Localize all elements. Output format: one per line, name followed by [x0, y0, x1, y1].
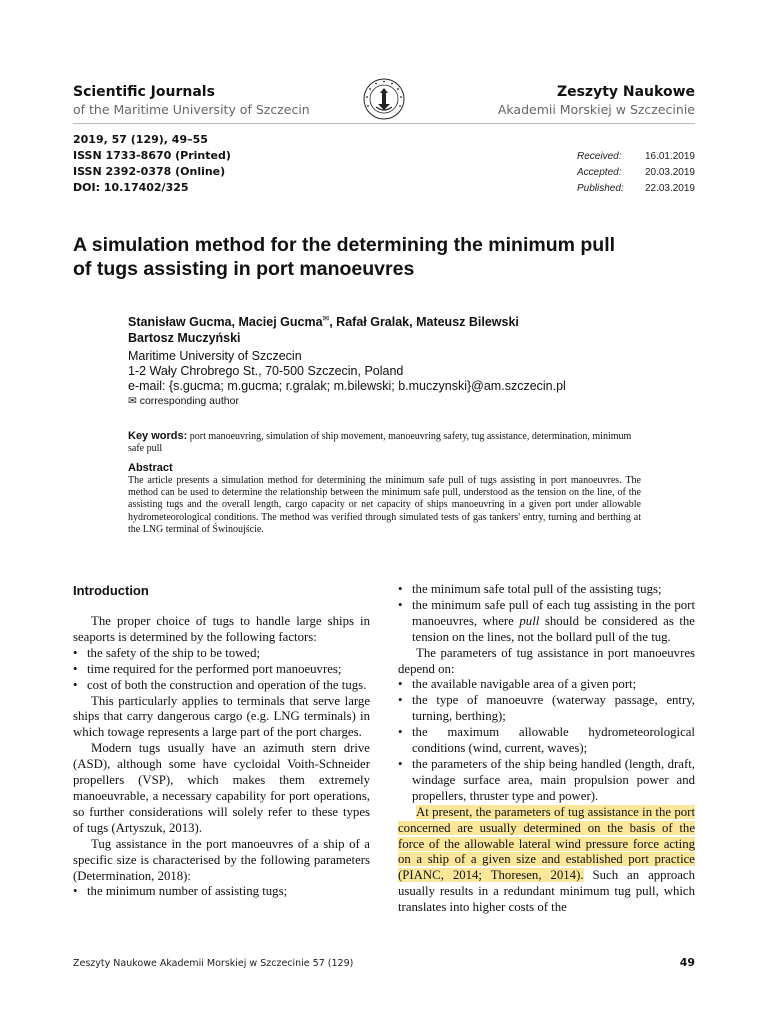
section-heading-introduction: Introduction	[73, 583, 149, 598]
keywords-text: port manoeuvring, simulation of ship movement, manoeuvring safety, tug assistance, determination, minimum safe pull	[128, 431, 632, 454]
issn-print: ISSN 1733-8670 (Printed)	[73, 149, 231, 162]
institution: Maritime University of Szczecin	[128, 349, 302, 363]
university-seal-icon	[362, 77, 406, 121]
affiliation	[128, 349, 648, 409]
list-item: • the minimum number of assisting tugs;	[73, 884, 370, 900]
dependency-list	[398, 677, 695, 804]
email-line[interactable]: e-mail: {s.gucma; m.gucma; r.gralak; m.bilewski; b.muczynski}@am.szczecin.pl	[128, 379, 566, 393]
parameters-list	[73, 884, 370, 900]
authors-line-2: Bartosz Muczyński	[128, 331, 241, 346]
list-item: • time required for the performed port manoeuvres;	[73, 662, 370, 678]
publication-info	[73, 132, 231, 196]
emphasis: pull	[519, 613, 540, 628]
list-text: should be considered as the tension on the lines, not the bollard pull of the tug.	[412, 613, 695, 644]
list-item: • the safety of the ship to be towed;	[73, 646, 370, 662]
list-item: • cost of both the construction and operation of the tugs.	[73, 678, 370, 694]
page-number: 49	[679, 956, 695, 969]
list-text: the minimum safe pull of each tug assisting in the port manoeuvres, where	[412, 597, 695, 628]
volume-info: 2019, 57 (129), 49–55	[73, 133, 208, 146]
article-title: A simulation method for the determining the minimum pull of tugs assisting in port manoeuvres	[73, 234, 616, 280]
abstract-heading: Abstract	[128, 462, 173, 474]
journal-subtitle-pl: Akademii Morskiej w Szczecinie	[497, 102, 695, 117]
date-label: Received:	[577, 151, 622, 162]
list-item	[398, 598, 695, 646]
paragraph: This particularly applies to terminals that serve large ships that carry dangerous cargo (e.g. LNG terminals) in which towage represents a large part of the port charges.	[73, 693, 370, 740]
journal-name-en	[73, 83, 310, 119]
list-item: • the type of manoeuvre (waterway passage, entry, turning, berthing);	[398, 693, 695, 725]
column-left	[73, 582, 370, 900]
highlighted-text[interactable]: At present, the parameters of tug assistance in the port concerned are usually determined on the basis of the force of the allowable lateral wind pressure force acting on a ship of a given size and established port practice (PIANC, 2014; Thoresen, 2014).	[398, 804, 695, 883]
doi[interactable]: DOI: 10.17402/325	[73, 181, 189, 194]
parameters-list-continued	[398, 582, 695, 646]
date-received	[577, 149, 695, 165]
paragraph-text: Such an approach usually results in a redundant minimum tug pull, which translates into higher costs of the	[398, 868, 695, 915]
list-item: • the maximum allowable hydrometeorological conditions (wind, current, waves);	[398, 725, 695, 757]
date-value: 22.03.2019	[644, 183, 695, 194]
paragraph: Modern tugs usually have an azimuth stern drive (ASD), although some have cycloidal Voith-Schneider propellers (VSP), which makes them extremely manoeuvrable, a necessary capability for port operations, so further considerations will solely refer to these types of tugs (Artyszuk, 2013).	[73, 741, 370, 835]
header-divider	[73, 123, 695, 124]
list-item: • the parameters of the ship being handled (length, draft, windage surface area, main propulsion power and propellers, thruster type and power).	[398, 757, 695, 805]
factors-list	[73, 646, 370, 694]
author-list	[128, 311, 648, 346]
date-label: Published:	[577, 183, 624, 194]
abstract-text: The article presents a simulation method for determining the minimum safe pull of tugs assisting in port manoeuvres. The method can be used to determine the relationship between the minimum safe pull, understood as the tension on the line, of the assisting tugs and the overall length, cargo capacity or net capacity of ships manoeuvring in a given port under allowable hydrometeorological conditions. The method was verified through simulated tests of gas tankers' entry, turning and berthing at the LNG terminal of Świnoujście.	[128, 475, 641, 535]
list-item: • the available navigable area of a given port;	[398, 677, 695, 693]
column-right	[398, 582, 695, 916]
date-published	[577, 181, 695, 197]
corresponding-note: ✉ corresponding author	[128, 395, 239, 407]
publication-dates	[577, 149, 695, 197]
corresponding-icon: ✉	[322, 314, 330, 323]
address: 1-2 Wały Chrobrego St., 70-500 Szczecin, Poland	[128, 364, 404, 378]
authors-part-1: Stanisław Gucma, Maciej Gucma	[128, 315, 323, 330]
keywords-label: Key words:	[128, 430, 188, 442]
date-accepted	[577, 165, 695, 181]
journal-name-pl	[498, 83, 695, 119]
list-item: • the minimum safe total pull of the assisting tugs;	[398, 582, 695, 598]
journal-title-pl: Zeszyty Naukowe	[556, 84, 695, 100]
paragraph: The parameters of tug assistance in port manoeuvres depend on:	[398, 645, 695, 676]
authors-part-2: , Rafał Gralak, Mateusz Bilewski	[329, 315, 519, 330]
footer-journal: Zeszyty Naukowe Akademii Morskiej w Szczecinie 57 (129)	[73, 958, 354, 969]
paragraph: The proper choice of tugs to handle large ships in seaports is determined by the following factors:	[73, 614, 370, 644]
date-value: 20.03.2019	[644, 167, 695, 178]
issn-online: ISSN 2392-0378 (Online)	[73, 165, 226, 178]
date-value: 16.01.2019	[644, 151, 695, 162]
keywords	[128, 430, 641, 455]
journal-subtitle-en: of the Maritime University of Szczecin	[73, 102, 310, 117]
date-label: Accepted:	[577, 167, 622, 178]
paragraph	[398, 805, 695, 916]
journal-title-en: Scientific Journals	[73, 84, 215, 100]
paragraph: Tug assistance in the port manoeuvres of a ship of a specific size is characterised by the following parameters (Determination, 2018):	[73, 836, 370, 883]
